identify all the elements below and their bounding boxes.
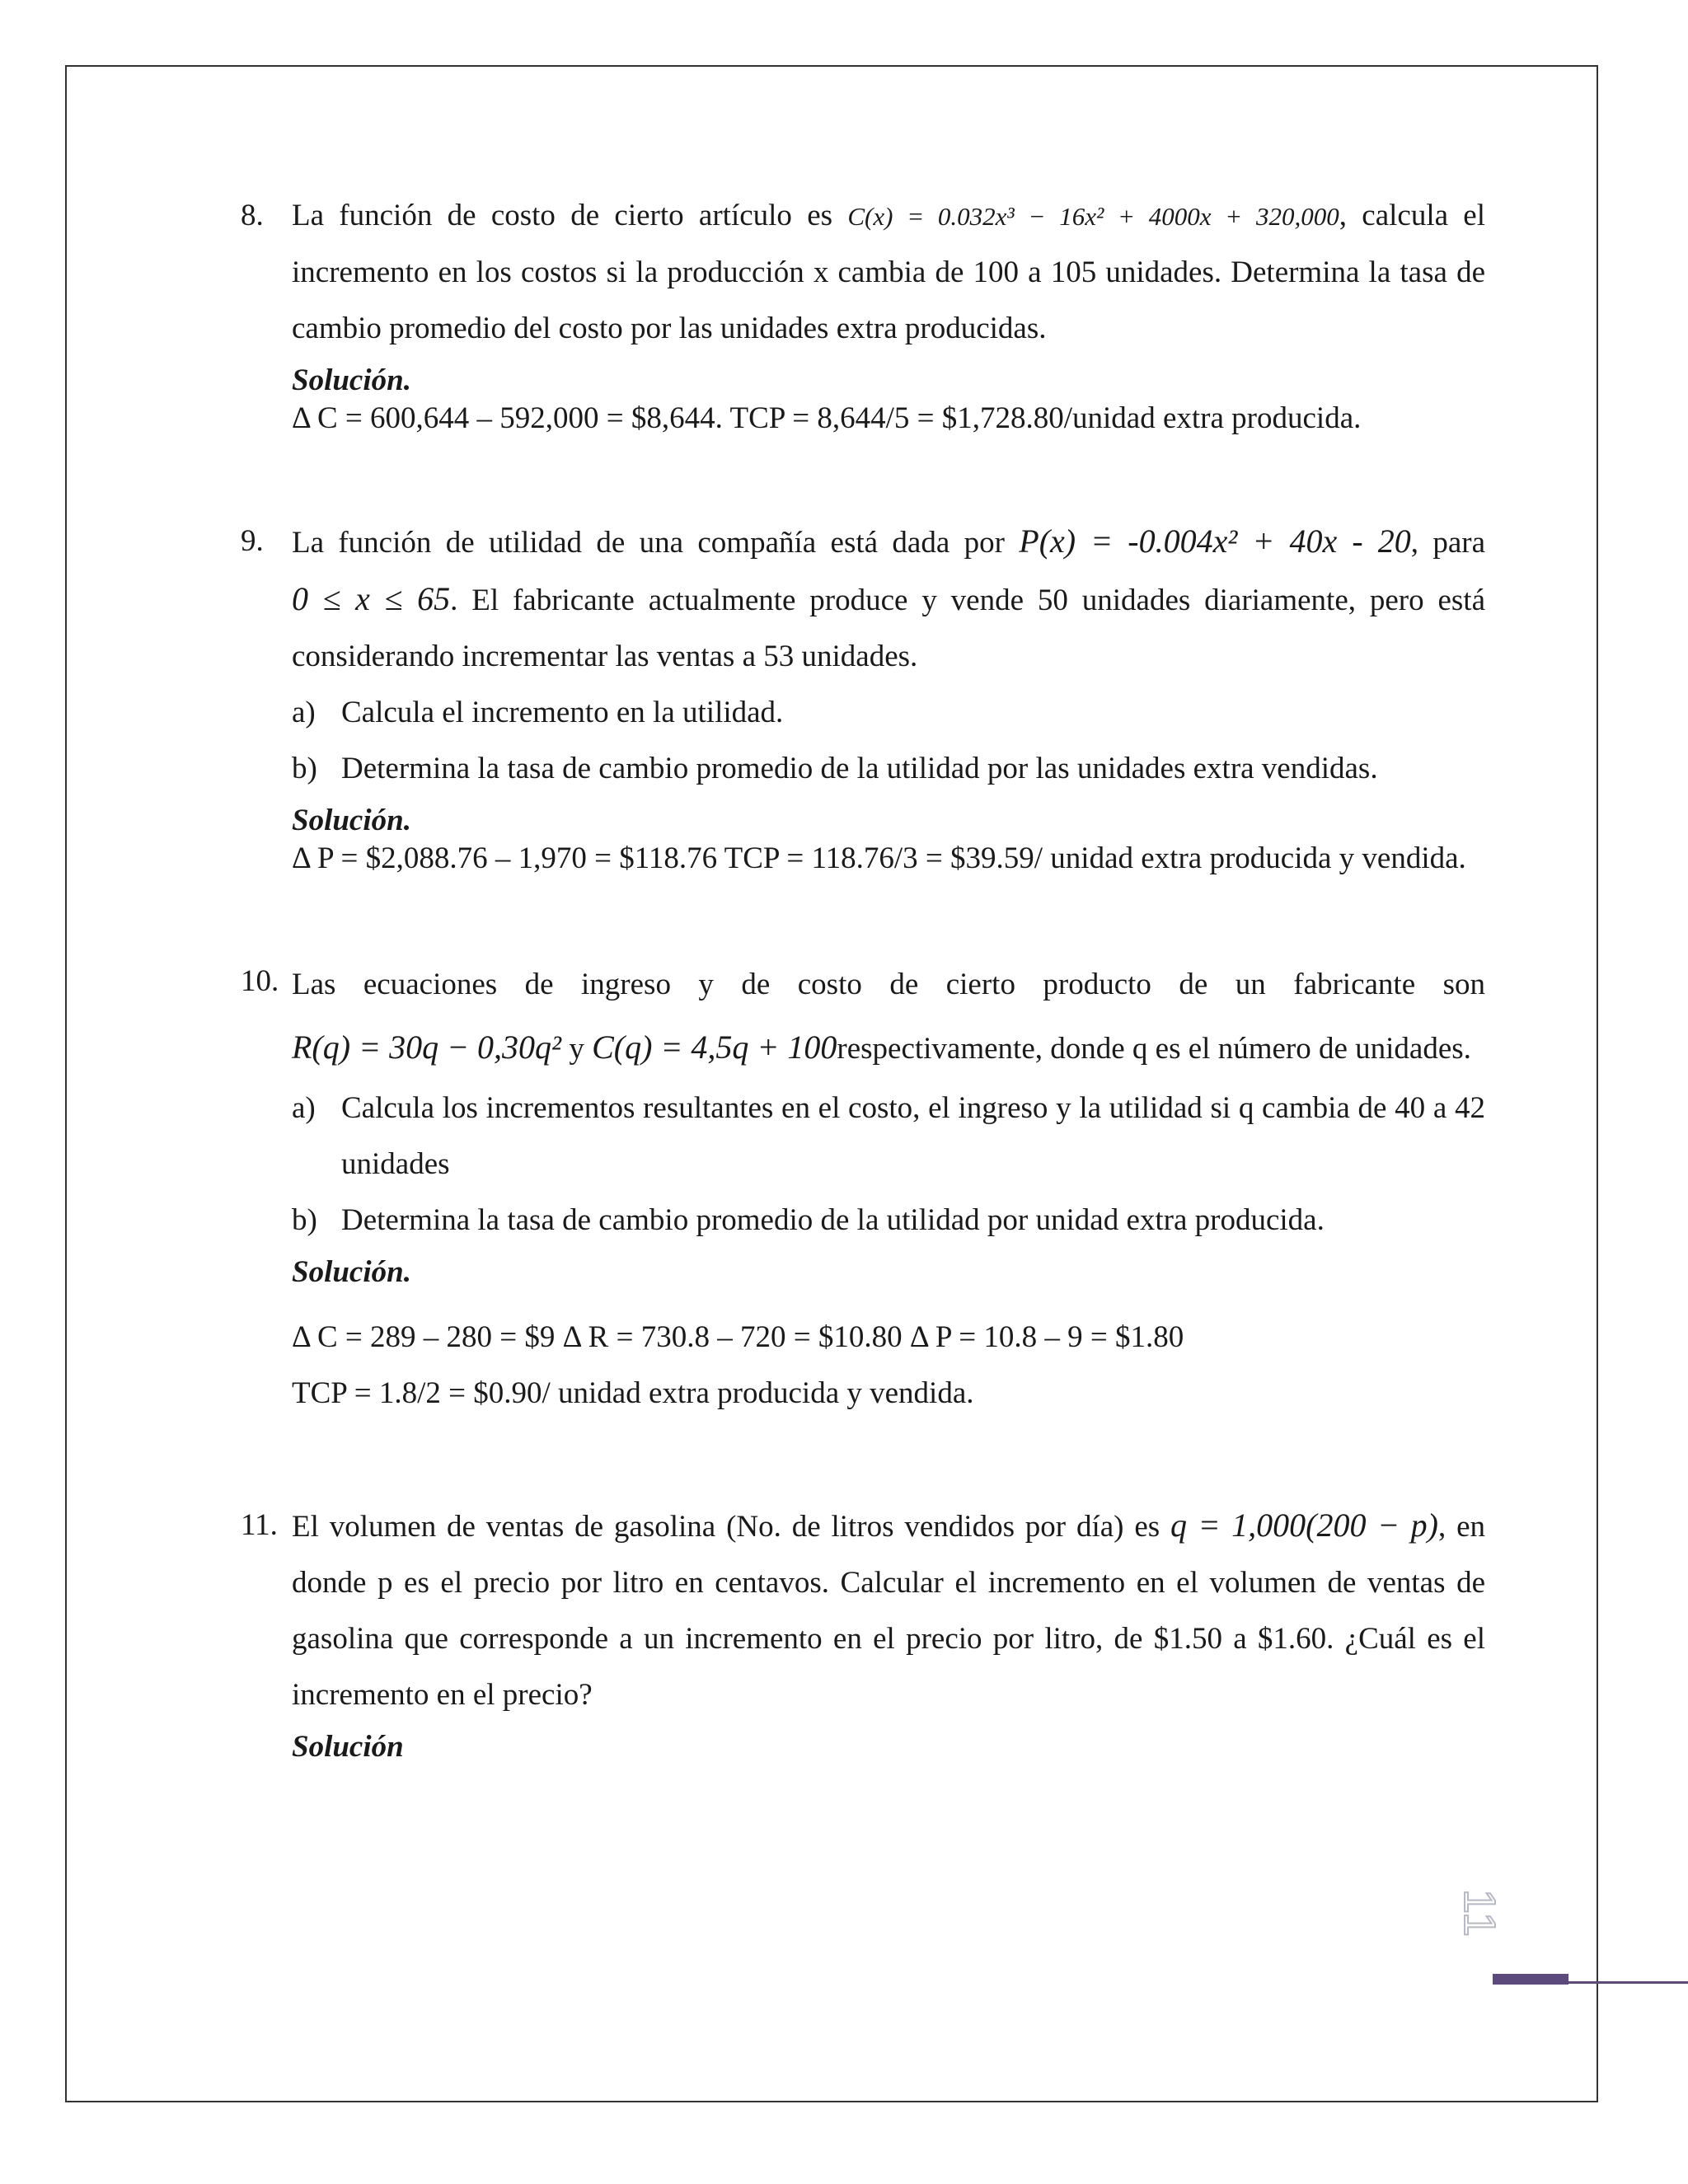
problem-number: 10.: [241, 964, 279, 998]
solution-line: Δ C = 600,644 – 592,000 = $8,644. TCP = 8,644/5 = $1,728.80/unidad extra producida.: [292, 401, 1362, 435]
solution-label: Solución.: [292, 804, 411, 837]
revenue-formula: R(q) = 30q − 0,30q²: [292, 1029, 562, 1066]
list-item: a) Calcula los incrementos resultantes en el costo, el ingreso y la utilidad si q cambia de 40 a 42 unidades: [292, 1091, 1485, 1181]
problem-9: [241, 513, 1485, 878]
footer-accent-bar: [1493, 1974, 1568, 1985]
list-item: b) Determina la tasa de cambio promedio de la utilidad por unidad extra producida.: [292, 1203, 1325, 1237]
problem-number: 11.: [241, 1508, 278, 1542]
list-item: a) Calcula el incremento en la utilidad.: [292, 696, 784, 729]
solution-label: Solución: [292, 1730, 404, 1764]
problem-statement: El volumen de ventas de gasolina (No. de litros vendidos por día) es q = 1,000(200 − p), en donde p es el precio por litro en centavos. Calcular el incremento en el volumen de ventas de gasolina que corresponde a un incremento en el precio por litro, de $1.50 a $1.60. ¿Cuál es el incremento en el precio?: [292, 1507, 1485, 1712]
cost-formula: C(q) = 4,5q + 100: [592, 1029, 837, 1066]
domain-formula: 0 ≤ x ≤ 65: [292, 580, 451, 617]
problem-number: 8.: [241, 199, 264, 232]
solution-label: Solución.: [292, 1255, 411, 1289]
page-number: 11: [1455, 1889, 1504, 1939]
solution-line: Δ P = $2,088.76 – 1,970 = $118.76 TCP = 118.76/3 = $39.59/ unidad extra producida y vendida.: [292, 841, 1466, 875]
footer-accent-line: [1568, 1981, 1688, 1984]
solution-line: TCP = 1.8/2 = $0.90/ unidad extra producida y vendida.: [292, 1376, 974, 1410]
problem-statement: La función de utilidad de una compañía está dada por P(x) = -0.004x² + 40x - 20, para 0 ≤ x ≤ 65. El fabricante actualmente produce y vende 50 unidades diariamente, pero está considerando incrementar las ventas a 53 unidades.: [292, 523, 1486, 673]
cost-formula: C(x) = 0.032x³ − 16x² + 4000x + 320,000: [847, 202, 1339, 231]
problem-number: 9.: [241, 524, 264, 558]
solution-label: Solución.: [292, 363, 411, 397]
solution-line: Δ C = 289 – 280 = $9 Δ R = 730.8 – 720 = $10.80 Δ P = 10.8 – 9 = $1.80: [292, 1320, 1184, 1354]
problem-11: [241, 1497, 1485, 1766]
problem-10: [241, 954, 1485, 1422]
problem-statement: Las ecuaciones de ingreso y de costo de cierto producto de un fabricante son R(q) = 30q − 0,30q² y C(q) = 4,5q + 100respectivamente, donde q es el número de unidades.: [292, 968, 1485, 1066]
page-content: [241, 188, 1485, 1766]
problem-8: [241, 188, 1485, 438]
list-item: b) Determina la tasa de cambio promedio de la utilidad por las unidades extra vendidas.: [292, 752, 1378, 785]
problem-statement: La función de costo de cierto artículo es C(x) = 0.032x³ − 16x² + 4000x + 320,000, calcula el incremento en los costos si la producción x cambia de 100 a 105 unidades. Determina la tasa de cambio promedio del costo por las unidades extra producidas.: [292, 199, 1486, 345]
profit-formula: P(x) = -0.004x² + 40x - 20: [1019, 523, 1411, 560]
volume-formula: q = 1,000(200 − p): [1170, 1507, 1438, 1544]
